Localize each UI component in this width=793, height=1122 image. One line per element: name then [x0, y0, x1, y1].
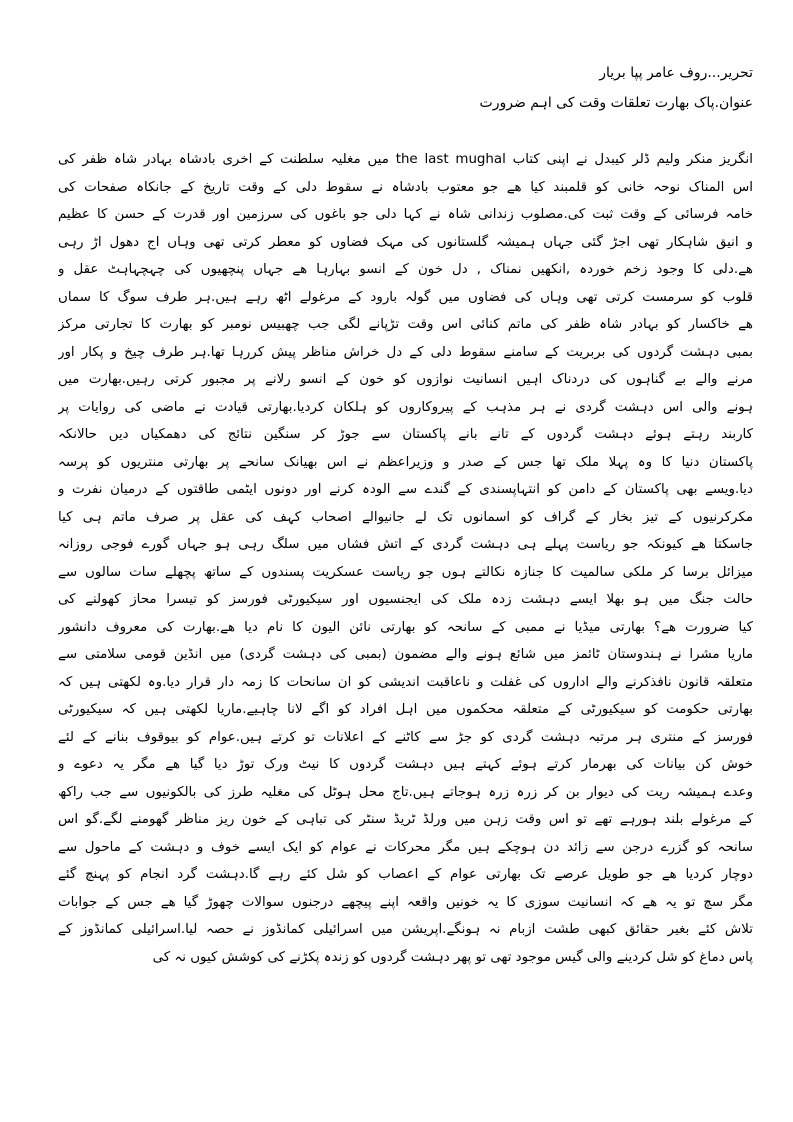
body-line: مرنے والے بے گناہوں کی دردناک اہیں انسانیت نوازوں کو خون کے انسو رلانے پر مجبور کرتی رہیں.بھارت میں: [58, 372, 753, 387]
body-line: متعلقہ قانون نافذکرنے والے اداروں کی غفلت و ناعاقبت اندیشی کو ان سانحات کا زمہ دار قرار دیا.وہ لکھتی ہیں کہ: [58, 674, 753, 690]
body-line: وعدے ہمیشہ ریت کی دیوار بن کر زرہ زرہ ہوجاتے ہیں.تاج محل ہوٹل کی مغلیہ طرز کی بالکونیوں سے جب راکھ: [58, 784, 753, 800]
body-line: بمبی دہشت گردوں کی بربریت کے سامنے سقوط دلی کے دل خراش مناظر پیش کررہا تھا.ہر طرف چیخ و پکار اور: [58, 344, 753, 360]
body-line: حالت جنگ میں ہو بھلا ایسے دہشت زدہ ملک کی ایجنسیوں اور سیکیورٹی فورسز کو تیسرا محاز کھولنے کی: [58, 592, 753, 607]
author-line: تحریر...روف عامر پپا بریار: [599, 65, 753, 81]
body-line: میزائل برسا کر ملکی سالمیت کا جنازہ نکالتے ہوں جو ریاست عسکریت پسندوں کے ساتھ پچھلے سات سالوں سے: [58, 564, 753, 580]
body-line: ماریا مشرا نے ہندوستان ٹائمز میں شائع ہونے والے مضمون (بمبی کی دہشت گردی) میں انڈین قومی سلامتی سے: [58, 647, 753, 662]
body-line: خوش کن بیانات کی بھرمار کرتے ہوئے کہتے ہیں دہشت گردوں کا نیٹ ورک توڑ دیا گیا ھے مگر یہ دعوے و: [58, 757, 753, 772]
body-line: و انیق شاہکار تھی اجڑ گئی جہاں ہمیشہ گلستانوں کی مہک فضاوں کو معطر کرتی تھی وہاں اج دھول اڑ رہی: [58, 234, 753, 250]
body-line: فورسز کے منتری ہر مرتبہ دہشت گردی کو جڑ سے کاٹنے کے اعلانات تو کرتے ہیں.عوام کو بیوقوف بنانے کے لئے: [58, 729, 753, 745]
body-line: بھارتی حکومت کو سیکیورٹی کے متعلقہ محکموں میں اہل افراد کو اگے لانا چاہیے.ماریا لکھتی ہیں کہ سیکیورٹی: [58, 702, 753, 717]
body-line: کیا ضرورت ھے؟ بھارتی میڈیا نے ممبی کے سانحہ کو بھارتی نائن الیون کا نام دیا ھے.بھارت کی معروف دانشور: [58, 619, 753, 635]
body-line: سانحہ کو گزرے درجن سے زائد دن ہوچکے ہیں مگر محرکات نے عوام کو ایک ایسے خوف و دہشت کے ماحول سے: [58, 839, 753, 855]
body-line: ھے خاکسار کو بہادر شاہ ظفر کی ماتم کنائی اس وقت تڑپانے لگی جب چھبیس نومبر کو بھارت کا تجارتی مرکز: [58, 317, 753, 332]
body-line: کے مرغولے بلند ہورہے تھے تو اس وقت زہن میں ورلڈ ٹریڈ سنٹر کی تباہی کے خون ریز مناظر گھومنے لگے.گو اس: [58, 812, 753, 827]
body-line: ہونے والی اس دہشت گردی نے ہر مذہب کے پیروکاروں کو ہلکان کردیا.بھارتی قیادت نے ماضی کی روایات پر: [58, 399, 753, 415]
body-line: دیا.ویسے بھی پاکستان کے دامن کو انتہاپسندی کے گندے سے الودہ کرنے اور دونوں ایٹمی طاقتوں کے درمیان نفرت و: [58, 482, 753, 497]
article-header: [253, 58, 753, 118]
body-line: مکرکرنیوں کے تیز بخار کے گراف کو اسمانوں تک لے جانیوالے اصحاب کہف کی عقل پر صرف ماتم ہی کیا: [58, 509, 753, 525]
body-line: ھے.دلی کا وجود زخم خوردہ ,انکھیں نمناک , دل خون کے انسو بہارہا ھے جہاں پنچھیوں کی چہچہاہٹ عقل و: [58, 262, 753, 277]
body-line: پاس دماغ کو شل کردینے والی گیس موجود تھی تو پھر دہشت گردوں کو زندہ پکڑنے کی کوشش کیوں نہ کی: [152, 949, 753, 965]
body-line: مگر سچ تو یہ ھے کہ انسانیت سوزی کا یہ خونیں واقعہ اپنے پیچھے درجنوں سوالات چھوڑ گیا ھے جس کے جوابات: [58, 894, 753, 910]
body-line: انگریز منکر ولیم ڈلر کیبدل نے اپنی کتاب the last mughal میں مغلیہ سلطنت کے اخری بادشاہ بہادر شاہ ظفر کی: [58, 152, 753, 167]
body-line: کاربند رہتے ہوئے دہشت گردوں کے تانے بانے پاکستان سے جوڑ کر سنگین نتائج کی دھمکیاں دیں حالانکہ: [58, 427, 753, 442]
body-line: خامہ فرسائی کے وقت ثبت کی.مصلوب زندانی شاہ نے کہا دلی جو باغوں کی سرزمین اور قدرت کے حسن کا عظیم: [58, 207, 753, 222]
title-line: عنوان.پاک بھارت تعلقات وقت کی اہم ضرورت: [479, 95, 753, 111]
article-body: [58, 146, 753, 971]
body-line: دوچار کردیا ھے جو طویل عرصے تک بھارتی عوام کے اعصاب کو شل کئے رہے گا.دہشت گرد انجام کو پہنچ گئے: [58, 867, 753, 882]
body-line: پاکستان دنیا کا وہ پہلا ملک تھا جس کے صدر و وزیراعظم نے اس بھیانک سانحے پر بھارتی منتریوں کو پرسہ: [58, 454, 753, 470]
body-line: جاسکتا ھے کیونکہ جو ریاست پہلے ہی دہشت گردی کے اتش فشاں میں سلگ رہی ہو جہاں گورے فوجی روزانہ: [58, 537, 753, 552]
body-line: قلوب کو سرمست کرتی تھی وہاں کی فضاوں میں گولہ بارود کے مرغولے اٹھ رہے ہیں.ہر طرف سوگ کا سماں: [58, 289, 753, 305]
body-line: اس المناک نوحہ خانی کو قلمبند کیا ھے جو معتوب بادشاہ نے سقوط دلی کے وقت تاریخ کے جانکاہ صفحات کی: [58, 179, 753, 195]
body-line: تلاش کئے بغیر حقائق کبھی طشت ازبام نہ ہونگے.اپریشن میں اسرائیلی کمانڈوز نے حصہ لیا.اسرائیلی کمانڈوز کے: [58, 922, 753, 937]
